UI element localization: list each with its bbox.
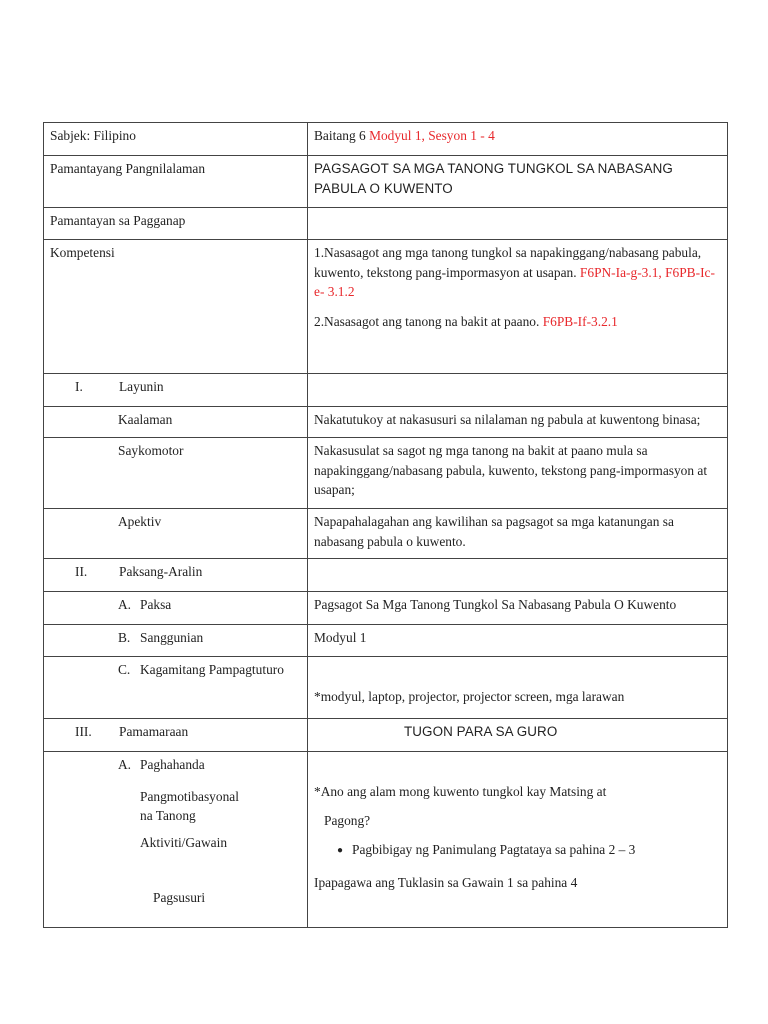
motivational-question-label: Pangmotibasyonal na Tanong xyxy=(140,788,239,823)
affective-value: Napapahalagahan ang kawilihan sa pagsagot sa mga katanungan sa nabasang pabula o kuwento. xyxy=(314,514,674,549)
activity-label: Aktiviti/Gawain xyxy=(140,834,228,850)
preparation-label: Paghahanda xyxy=(140,757,205,772)
affective-row xyxy=(44,509,728,559)
procedure-label: Pamamaraan xyxy=(119,724,189,739)
materials-label: Kagamitang Pampagtuturo xyxy=(140,662,284,677)
motivational-question-line-1: *Ano ang alam mong kuwento tungkol kay Matsing at xyxy=(314,784,607,799)
activity-instruction: Ipapagawa ang Tuklasin sa Gawain 1 sa pahina 4 xyxy=(314,874,578,890)
competency-label: Kompetensi xyxy=(50,245,115,260)
subject-matter-label: Paksang-Aralin xyxy=(119,564,203,579)
materials-row: C. Kagamitang Pampagtuturo *modyul, laptop, projector, projector screen, mga larawan xyxy=(44,657,728,719)
performance-standard-value xyxy=(308,208,727,215)
grade-label: Baitang 6 xyxy=(314,128,366,143)
competency-code-1: F6PN-Ia-g-3.1, F6PB-Ic-e- 3.1.2 xyxy=(314,264,715,299)
performance-standard-row xyxy=(44,208,728,240)
subject-label: Sabjek: Filipino xyxy=(50,128,136,143)
psychomotor-row xyxy=(44,438,728,509)
topic-row: A. Paksa Pagsagot Sa Mga Tanong Tungkol Sa Nabasang Pabula O Kuwento xyxy=(44,592,728,625)
section-numeral-2: II. xyxy=(75,564,88,579)
objectives-row xyxy=(44,374,728,407)
analysis-label: Pagsusuri xyxy=(153,890,206,905)
affective-label: Apektiv xyxy=(118,514,162,529)
topic-value: Pagsagot Sa Mga Tanong Tungkol Sa Nabasang Pabula O Kuwento xyxy=(314,597,677,612)
motivational-question-line-2: Pagong? xyxy=(324,812,371,828)
psychomotor-label: Saykomotor xyxy=(118,443,184,458)
procedure-row xyxy=(44,719,728,752)
preparation-row: A. Paghahanda Pangmotibasyonal na Tanong Aktiviti/Gawain Pagsusuri *Ano ang alam mong kuwento tungkol kay Matsing at Pagong? ● Pagbibigay ng Panimulang Pagtataya sa pahina 2 – 3 Ipapagawa ang Tuklasin sa Gawain 1 sa pahina 4 xyxy=(44,752,728,928)
competency-item-1: 1.Nasasagot ang mga tanong tungkol sa napakinggang/nabasang pabula, kuwento, tekstong pang-impormasyon at usapan. F6PN-Ia-g-3.1, F6PB-Ic-e- 3.1.2 xyxy=(314,245,715,299)
module-session-label: Modyul 1, Sesyon 1 - 4 xyxy=(369,128,495,143)
references-value: Modyul 1 xyxy=(314,630,367,645)
content-standard-value: PAGSAGOT SA MGA TANONG TUNGKOL SA NABASANG PABULA O KUWENTO xyxy=(314,161,673,196)
lesson-plan-table xyxy=(43,122,728,928)
knowledge-label: Kaalaman xyxy=(118,412,173,427)
section-numeral-3: III. xyxy=(75,724,92,739)
subject-cell xyxy=(44,123,308,156)
competency-item-2: 2.Nasasagot ang tanong na bakit at paano. F6PB-If-3.2.1 xyxy=(314,313,618,329)
knowledge-row xyxy=(44,407,728,438)
subject-matter-row xyxy=(44,559,728,592)
performance-standard-label: Pamantayan sa Pagganap xyxy=(50,213,186,228)
pretest-bullet-item: ● Pagbibigay ng Panimulang Pagtataya sa pahina 2 – 3 xyxy=(308,834,727,865)
bullet-icon: ● xyxy=(336,845,344,856)
references-row: B. Sanggunian Modyul 1 xyxy=(44,625,728,657)
references-label: Sanggunian xyxy=(140,630,204,645)
competency-code-2: F6PB-If-3.2.1 xyxy=(542,313,618,329)
content-standard-row xyxy=(44,156,728,208)
subject-row xyxy=(44,123,728,156)
teacher-response-heading: TUGON PARA SA GURO xyxy=(404,724,558,739)
content-standard-label: Pamantayang Pangnilalaman xyxy=(50,161,206,176)
competency-row xyxy=(44,240,728,374)
knowledge-value: Nakatutukoy at nakasusuri sa nilalaman ng pabula at kuwentong binasa; xyxy=(314,412,701,427)
objectives-label: Layunin xyxy=(119,379,164,394)
grade-cell xyxy=(308,123,728,156)
materials-value: *modyul, laptop, projector, projector screen, mga larawan xyxy=(314,689,625,704)
topic-label: Paksa xyxy=(140,597,172,612)
section-numeral-1: I. xyxy=(75,379,83,394)
psychomotor-value: Nakasusulat sa sagot ng mga tanong na bakit at paano mula sa napakinggang/nabasang pabula, kuwento, tekstong pang-impormasyon at usapan; xyxy=(314,443,708,497)
